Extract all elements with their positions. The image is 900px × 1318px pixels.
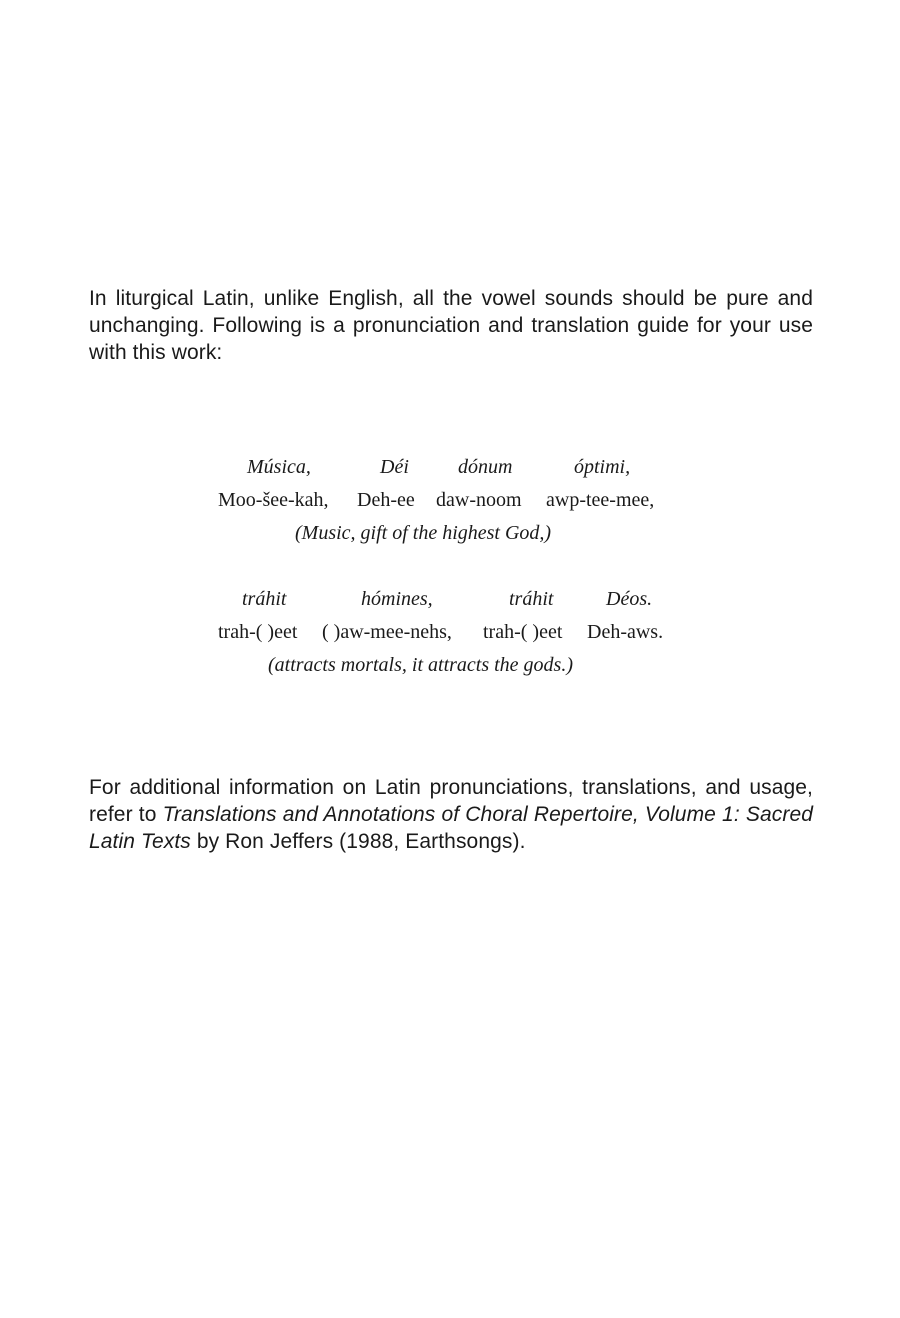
stanza2-latin-word: tráhit (509, 588, 554, 610)
stanza2-pronunciation-word: ( )aw-mee-nehs, (322, 621, 452, 643)
stanza1-pronunciation-word: Deh-ee (357, 489, 415, 511)
reference-text-after: by Ron Jeffers (1988, Earthsongs). (190, 830, 526, 853)
stanza2-pronunciation-line (0, 621, 900, 647)
stanza1-latin-line (0, 456, 900, 482)
reference-paragraph (89, 774, 813, 855)
stanza1-latin-word: Música, (247, 456, 311, 478)
stanza1-translation-text: (Music, gift of the highest God,) (295, 522, 552, 544)
stanza1-pronunciation-word: Moo-šee-kah, (218, 489, 329, 511)
stanza1-pronunciation-word: daw-noom (436, 489, 522, 511)
stanza1-pronunciation-word: awp-tee-mee, (546, 489, 655, 511)
stanza2-pronunciation-word: trah-( )eet (218, 621, 298, 643)
reference-book-title: Translations and Annotations of Choral Repertoire, Volume 1: Sacred Latin Texts (89, 803, 814, 853)
stanza2-latin-word: hómines, (361, 588, 433, 610)
stanza1-latin-word: dónum (458, 456, 513, 478)
stanza1-translation (295, 522, 551, 545)
intro-paragraph (89, 285, 813, 366)
stanza2-translation-text: (attracts mortals, it attracts the gods.) (268, 654, 573, 676)
intro-text: In liturgical Latin, unlike English, all the vowel sounds should be pure and unchanging. Following is a pronunciation and translation guide for your use with this work: (89, 287, 813, 364)
stanza2-translation (268, 654, 573, 677)
stanza2-latin-line (0, 588, 900, 614)
stanza1-latin-word: Déi (380, 456, 409, 478)
reference-text-before: For additional information on Latin pronunciations, translations, and usage, refer to (89, 776, 813, 826)
stanza2-pronunciation-word: trah-( )eet (483, 621, 563, 643)
stanza2-latin-word: Déos. (606, 588, 653, 610)
stanza2-pronunciation-word: Deh-aws. (587, 621, 664, 643)
stanza1-pronunciation-line (0, 489, 900, 515)
stanza1-latin-word: óptimi, (574, 456, 631, 478)
stanza2-latin-word: tráhit (242, 588, 287, 610)
